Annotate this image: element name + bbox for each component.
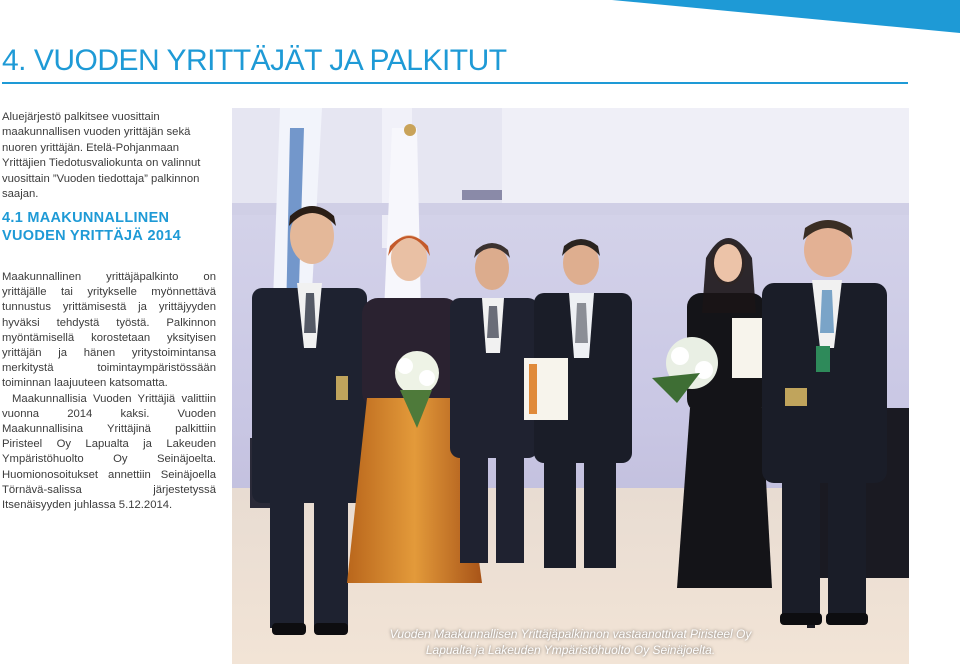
photo-caption-line2: Lapualta ja Lakeuden Ympäristöhuolto Oy Seinäjoelta. (425, 643, 716, 657)
section-title: 4. VUODEN YRITTÄJÄT JA PALKITUT (2, 44, 507, 77)
photo-illustration (232, 108, 909, 664)
photo-caption (232, 626, 909, 658)
page-number: 17 (927, 9, 943, 24)
body-text (2, 270, 216, 513)
header-band (0, 0, 960, 40)
subsection-title (2, 209, 181, 245)
subsection-title-line1: 4.1 MAAKUNNALLINEN (2, 210, 170, 226)
body-paragraph-2: Maakunnallisia Vuoden Yrittäjiä valittiin vuonna 2014 kaksi. Vuoden Maakunnallisina Yrittäjinä palkittiin Piristeel Oy Lapualta ja Lakeuden Ympäristöhuolto Oy Seinäjoelta. Huomionosoitukset annettiin Seinäjoella Törnävä-salissa järjestetyssä Itsenäisyyden juhlassa 5.12.2014. (2, 392, 216, 512)
subsection-title-line2: VUODEN YRITTÄJÄ 2014 (2, 228, 181, 244)
intro-paragraph: Aluejärjestö palkitsee vuosittain maakunnallisen vuoden yrittäjän sekä nuoren yrittäjän. Etelä-Pohjanmaan Yrittäjien Tiedotusvaliokunta on valinnut vuosittain ”Vuoden tiedottaja” palkinnon saajan. (2, 111, 201, 201)
award-photo (232, 108, 909, 664)
body-paragraph-1: Maakunnallinen yrittäjäpalkinto on yrittäjälle tai yritykselle myönnettävä tunnustus yrittämisestä ja yrittäjyyden hyväksi tehdystä työstä. Palkinnon myöntämisellä korostetaan yksityisen yrittäjän ja hänen yritystoimintansa merkitystä toimintaympäristössään toiminnan laajuuteen katsomatta. (2, 271, 216, 390)
photo-caption-line1: Vuoden Maakunnallisen Yrittäjäpalkinnon vastaanottivat Piristeel Oy (389, 627, 752, 641)
header-stripe (0, 0, 960, 40)
title-divider (2, 82, 908, 84)
